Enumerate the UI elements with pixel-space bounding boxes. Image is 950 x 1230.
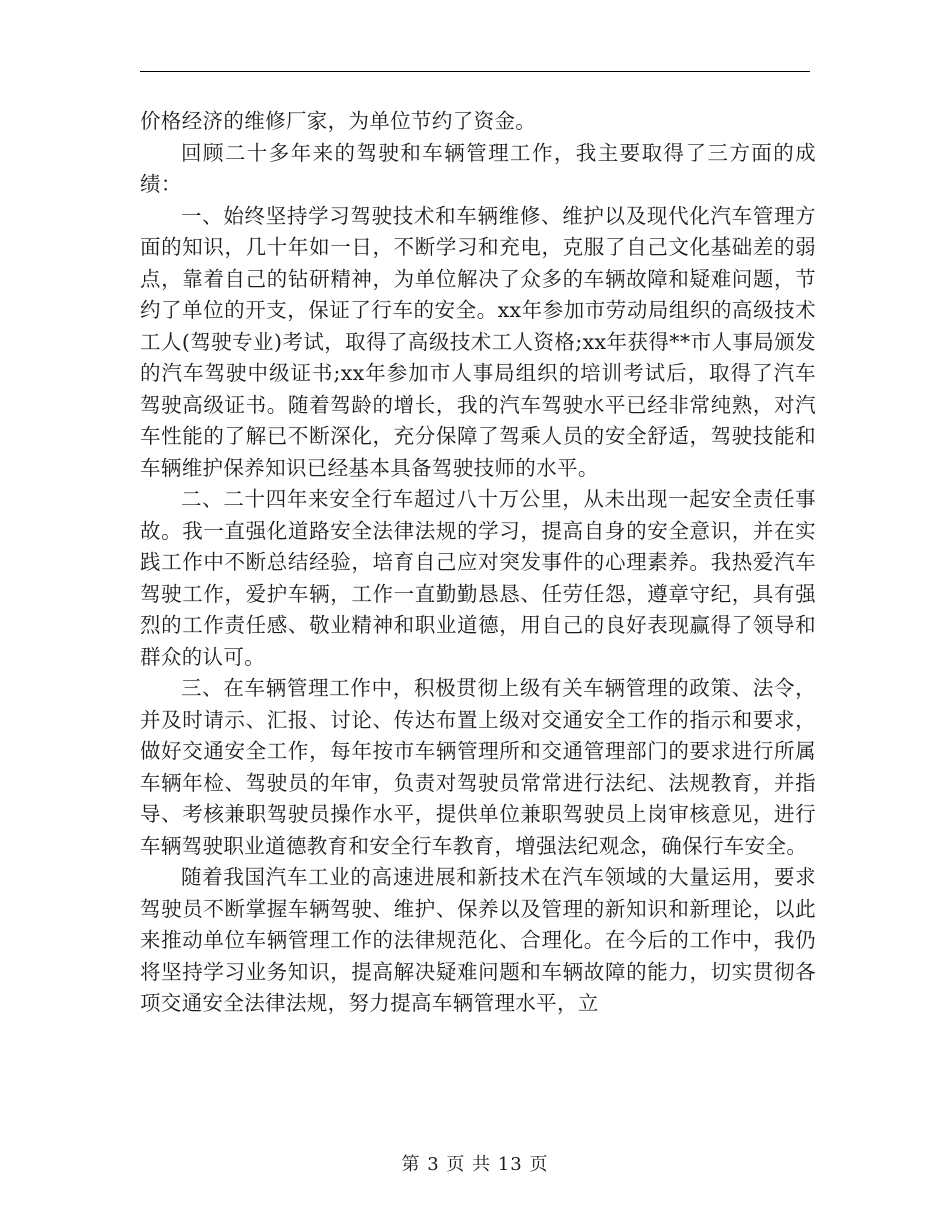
page-number: 第 3 页 共 13 页 bbox=[401, 1154, 549, 1175]
header-rule bbox=[140, 71, 810, 72]
paragraph-continuation: 价格经济的维修厂家，为单位节约了资金。 bbox=[140, 109, 537, 133]
paragraph-review: 回顾二十多年来的驾驶和车辆管理工作，我主要取得了三方面的成绩： bbox=[140, 140, 816, 196]
document-body bbox=[140, 106, 816, 1020]
paragraph-outlook: 随着我国汽车工业的高速进展和新技术在汽车领域的大量运用，要求驾驶员不断掌握车辆驾驶、维护、保养以及管理的新知识和新理论，以此来推动单位车辆管理工作的法律规范化、合理化。在今后的工作中，我仍将坚持学习业务知识，提高解决疑难问题和车辆故障的能力，切实贯彻各项交通安全法律法规，努力提高车辆管理水平，立 bbox=[140, 865, 816, 1015]
paragraph-achievement-3: 三、在车辆管理工作中，积极贯彻上级有关车辆管理的政策、法令，并及时请示、汇报、讨论、传达布置上级对交通安全工作的指示和要求，做好交通安全工作，每年按市车辆管理所和交通管理部门的要求进行所属车辆年检、驾驶员的年审，负责对驾驶员常常进行法纪、法规教育，并指导、考核兼职驾驶员操作水平，提供单位兼职驾驶员上岗审核意见，进行车辆驾驶职业道德教育和安全行车教育，增强法纪观念，确保行车安全。 bbox=[140, 676, 816, 858]
paragraph-achievement-2: 二、二十四年来安全行车超过八十万公里，从未出现一起安全责任事故。我一直强化道路安全法律法规的学习，提高自身的安全意识，并在实践工作中不断总结经验，培育自己应对突发事件的心理素养。我热爱汽车驾驶工作，爱护车辆，工作一直勤勤恳恳、任劳任怨，遵章守纪，具有强烈的工作责任感、敬业精神和职业道德，用自己的良好表现赢得了领导和群众的认可。 bbox=[140, 487, 816, 669]
paragraph-achievement-1: 一、始终坚持学习驾驶技术和车辆维修、维护以及现代化汽车管理方面的知识，几十年如一日，不断学习和充电，克服了自己文化基础差的弱点，靠着自己的钻研精神，为单位解决了众多的车辆故障和疑难问题，节约了单位的开支，保证了行车的安全。xx年参加市劳动局组织的高级技术工人(驾驶专业)考试，取得了高级技术工人资格;xx年获得**市人事局颁发的汽车驾驶中级证书;xx年参加市人事局组织的培训考试后，取得了汽车驾驶高级证书。随着驾龄的增长，我的汽车驾驶水平已经非常纯熟，对汽车性能的了解已不断深化，充分保障了驾乘人员的安全舒适，驾驶技能和车辆维护保养知识已经基本具备驾驶技师的水平。 bbox=[140, 203, 816, 480]
